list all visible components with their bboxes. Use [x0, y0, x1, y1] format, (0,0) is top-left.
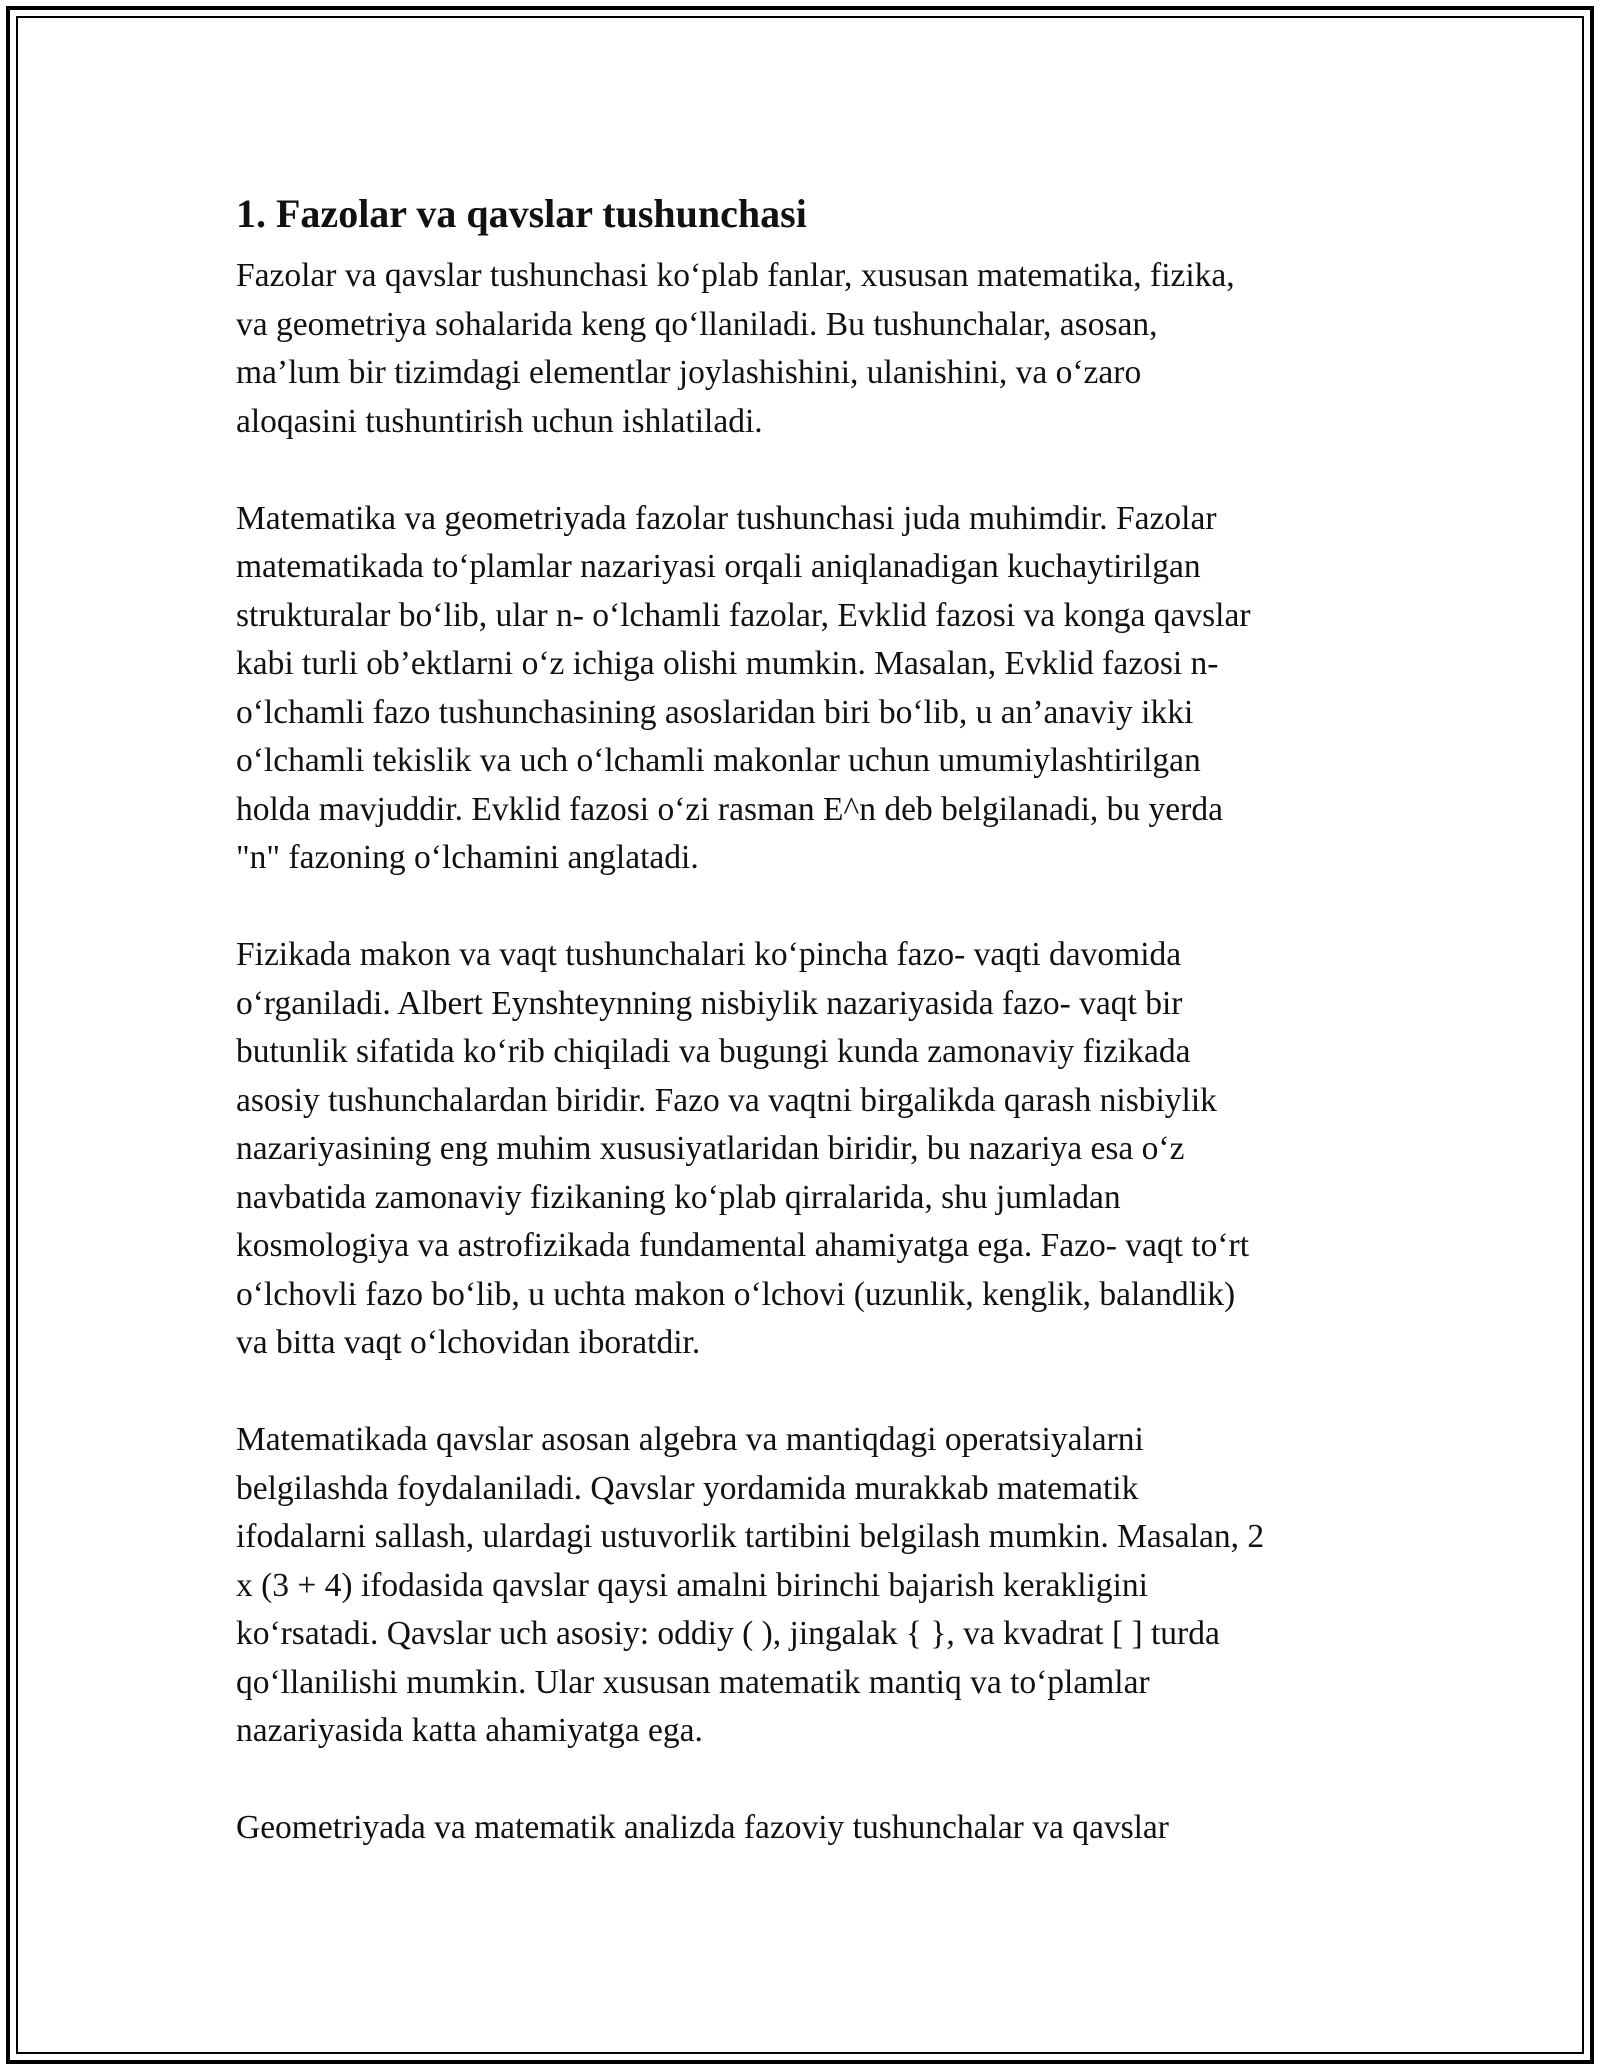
paragraph-math-geometry: [236, 495, 1366, 883]
text-line: nazariyasida katta ahamiyatga ega.: [236, 1712, 703, 1749]
text-line: navbatida zamonaviy fizikaning ko‘plab qirralarida, shu jumladan: [236, 1178, 1121, 1216]
text-line: x (3 + 4) ifodasida qavslar qaysi amalni birinchi bajarish kerakligini: [236, 1566, 1148, 1604]
text-line: va geometriya sohalarida keng qo‘llaniladi. Bu tushunchalar, asosan,: [236, 305, 1158, 343]
text-line: va bitta vaqt o‘lchovidan iboratdir.: [236, 1324, 701, 1361]
text-line: kabi turli ob’ektlarni o‘z ichiga olishi mumkin. Masalan, Evklid fazosi n-: [236, 645, 1219, 682]
text-line: qo‘llanilishi mumkin. Ular xususan matematik mantiq va to‘plamlar: [236, 1663, 1150, 1701]
text-line: holda mavjuddir. Evklid fazosi o‘zi rasman E^n deb belgilanadi, bu yerda: [236, 790, 1223, 828]
text-line: matematikada to‘plamlar nazariyasi orqali aniqlanadigan kuchaytirilgan: [236, 548, 1201, 585]
text-line: ifodalarni sallash, ulardagi ustuvorlik tartibini belgilash mumkin. Masalan, 2: [236, 1518, 1265, 1555]
text-line: butunlik sifatida ko‘rib chiqiladi va bugungi kunda zamonaviy fizikada: [236, 1033, 1191, 1070]
document-body: [236, 186, 1366, 1853]
text-line: Geometriyada va matematik analizda fazoviy tushunchalar va qavslar: [236, 1809, 1169, 1846]
text-line: o‘lchovli fazo bo‘lib, u uchta makon o‘lchovi (uzunlik, kenglik, balandlik): [236, 1275, 1236, 1313]
text-line: belgilashda foydalaniladi. Qavslar yordamida murakkab matematik: [236, 1469, 1139, 1507]
text-line: nazariyasining eng muhim xususiyatlaridan biridir, bu nazariya esa o‘z: [236, 1130, 1185, 1167]
text-line: ko‘rsatadi. Qavslar uch asosiy: oddiy ( ), jingalak { }, va kvadrat [ ] turda: [236, 1615, 1220, 1652]
text-line: kosmologiya va astrofizikada fundamental ahamiyatga ega. Fazo- vaqt to‘rt: [236, 1227, 1250, 1264]
paragraph-brackets: [236, 1416, 1366, 1756]
text-line: strukturalar bo‘lib, ular n- o‘lchamli fazolar, Evklid fazosi va konga qavslar: [236, 596, 1251, 634]
paragraph-geometry-analysis: [236, 1804, 1366, 1853]
paragraph-physics: [236, 931, 1366, 1368]
text-line: Fazolar va qavslar tushunchasi ko‘plab fanlar, xususan matematika, fizika,: [236, 257, 1235, 294]
text-line: ma’lum bir tizimdagi elementlar joylashishini, ulanishini, va o‘zaro: [236, 354, 1142, 391]
text-line: o‘lchamli fazo tushunchasining asoslaridan biri bo‘lib, u an’anaviy ikki: [236, 693, 1194, 731]
text-line: Fizikada makon va vaqt tushunchalari ko‘pincha fazo- vaqti davomida: [236, 936, 1182, 973]
text-line: Matematika va geometriyada fazolar tushunchasi juda muhimdir. Fazolar: [236, 499, 1217, 537]
text-line: o‘rganiladi. Albert Eynshteynning nisbiylik nazariyasida fazo- vaqt bir: [236, 984, 1183, 1022]
paragraph-intro: [236, 252, 1366, 446]
text-line: asosiy tushunchalardan biridir. Fazo va vaqtni birgalikda qarash nisbiylik: [236, 1081, 1217, 1119]
text-line: aloqasini tushuntirish uchun ishlatiladi.: [236, 402, 763, 440]
text-line: o‘lchamli tekislik va uch o‘lchamli makonlar uchun umumiylashtirilgan: [236, 742, 1201, 779]
text-line: "n" fazoning o‘lchamini anglatadi.: [236, 839, 699, 876]
text-line: Matematikada qavslar asosan algebra va mantiqdagi operatsiyalarni: [236, 1421, 1144, 1458]
section-heading: 1. Fazolar va qavslar tushunchasi: [236, 191, 807, 236]
